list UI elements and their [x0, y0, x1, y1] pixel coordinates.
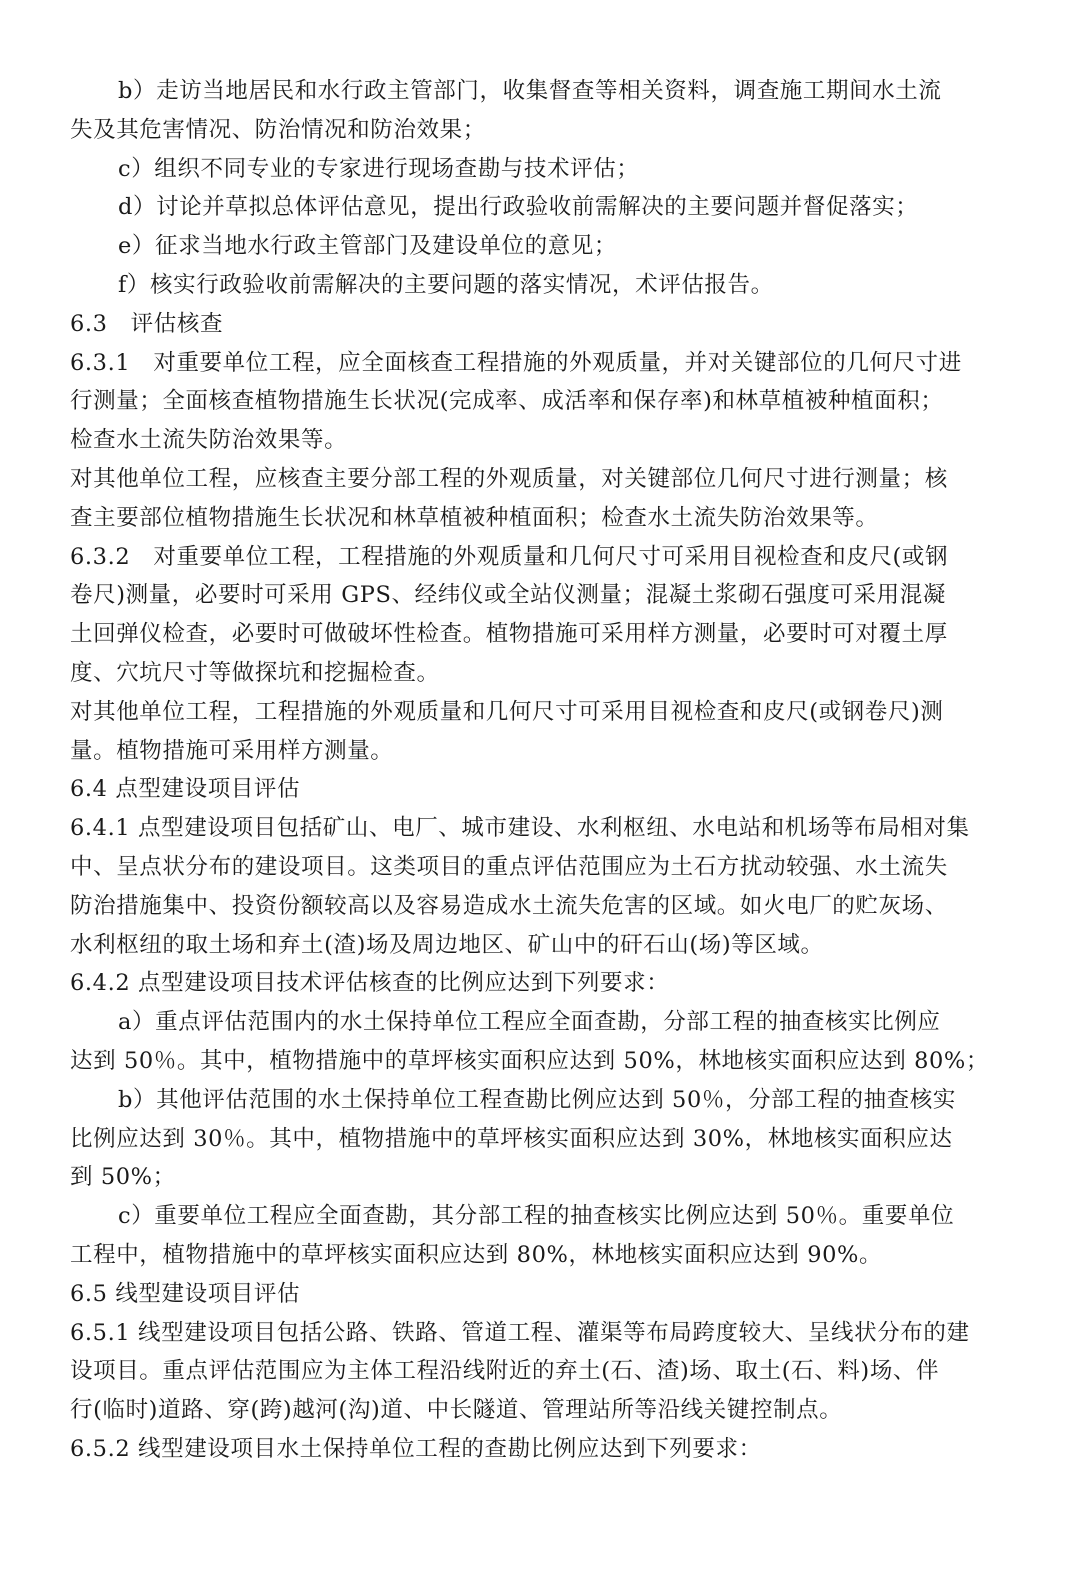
text-line: b）其他评估范围的水土保持单位工程查勘比例应达到 50％，分部工程的抽查核实 — [118, 1086, 956, 1113]
text-line: 6.5.2 线型建设项目水土保持单位工程的查勘比例应达到下列要求： — [70, 1435, 762, 1462]
text-line: 6.5.1 线型建设项目包括公路、铁路、管道工程、灌渠等布局跨度较大、呈线状分布的建 — [70, 1319, 970, 1346]
text-line: 6.3.1 对重要单位工程，应全面核查工程措施的外观质量，并对关键部位的几何尺寸进 — [70, 349, 962, 376]
text-line: 度、穴坑尺寸等做探坑和挖掘检查。 — [70, 659, 440, 686]
text-line: 对其他单位工程，应核查主要分部工程的外观质量，对关键部位几何尺寸进行测量；核 — [70, 465, 948, 492]
text-line: b）走访当地居民和水行政主管部门，收集督查等相关资料，调查施工期间水土流 — [118, 78, 942, 104]
text-line: 比例应达到 30％。其中，植物措施中的草坪核实面积应达到 30%，林地核实面积应达 — [70, 1125, 953, 1152]
text-line: 土回弹仪检查，必要时可做破坏性检查。植物措施可采用样方测量，必要时可对覆土厚 — [70, 621, 948, 648]
text-line: c）组织不同专业的专家进行现场查勘与技术评估； — [118, 155, 640, 182]
text-line: 行(临时)道路、穿(跨)越河(沟)道、中长隧道、管理站所等沿线关键控制点。 — [70, 1397, 843, 1424]
text-line: f）核实行政验收前需解决的主要问题的落实情况，术评估报告。 — [118, 271, 774, 298]
text-line: 防治措施集中、投资份额较高以及容易造成水土流失危害的区域。如火电厂的贮灰场、 — [70, 892, 948, 919]
text-line: e）征求当地水行政主管部门及建设单位的意见； — [118, 233, 618, 260]
text-line: 失及其危害情况、防治情况和防治效果； — [70, 116, 486, 143]
document-body — [70, 72, 1000, 1469]
text-line: 到 50%； — [70, 1164, 176, 1191]
text-line: 水利枢纽的取土场和弃土(渣)场及周边地区、矿山中的矸石山(场)等区域。 — [70, 931, 824, 958]
text-line: 查主要部位植物措施生长状况和林草植被种植面积；检查水土流失防治效果等。 — [70, 504, 879, 531]
text-line: c）重要单位工程应全面查勘，其分部工程的抽查核实比例应达到 50％。重要单位 — [118, 1203, 955, 1230]
text-line: d）讨论并草拟总体评估意见，提出行政验收前需解决的主要问题并督促落实； — [118, 194, 919, 221]
text-line: 6.4.2 点型建设项目技术评估核查的比例应达到下列要求： — [70, 970, 670, 997]
text-line: 工程中，植物措施中的草坪核实面积应达到 80%，林地核实面积应达到 90%。 — [70, 1241, 883, 1268]
text-line: 中、呈点状分布的建设项目。这类项目的重点评估范围应为土石方扰动较强、水土流失 — [70, 853, 948, 880]
text-line: 6.4 点型建设项目评估 — [70, 776, 301, 803]
text-line: a）重点评估范围内的水土保持单位工程应全面查勘，分部工程的抽查核实比例应 — [118, 1009, 941, 1036]
text-line: 6.4.1 点型建设项目包括矿山、电厂、城市建设、水利枢纽、水电站和机场等布局相对集 — [70, 815, 970, 842]
text-line: 6.3.2 对重要单位工程，工程措施的外观质量和几何尺寸可采用目视检查和皮尺(或钢 — [70, 543, 949, 570]
text-line: 达到 50％。其中，植物措施中的草坪核实面积应达到 50%，林地核实面积应达到 80%； — [70, 1047, 990, 1074]
text-line: 6.5 线型建设项目评估 — [70, 1280, 301, 1307]
text-line: 对其他单位工程，工程措施的外观质量和几何尺寸可采用目视检查和皮尺(或钢卷尺)测 — [70, 698, 944, 725]
text-line: 6.3 评估核查 — [70, 310, 224, 337]
text-line: 卷尺)测量，必要时可采用 GPS、经纬仪或全站仪测量；混凝土浆砌石强度可采用混凝 — [70, 582, 946, 609]
text-line: 检查水土流失防治效果等。 — [70, 427, 348, 454]
document-page — [70, 72, 1000, 1469]
text-line: 行测量；全面核查植物措施生长状况(完成率、成活率和保存率)和林草植被种植面积； — [70, 388, 944, 415]
text-line: 量。植物措施可采用样方测量。 — [70, 737, 394, 764]
text-line: 设项目。重点评估范围应为主体工程沿线附近的弃土(石、渣)场、取土(石、料)场、伴 — [70, 1358, 940, 1385]
